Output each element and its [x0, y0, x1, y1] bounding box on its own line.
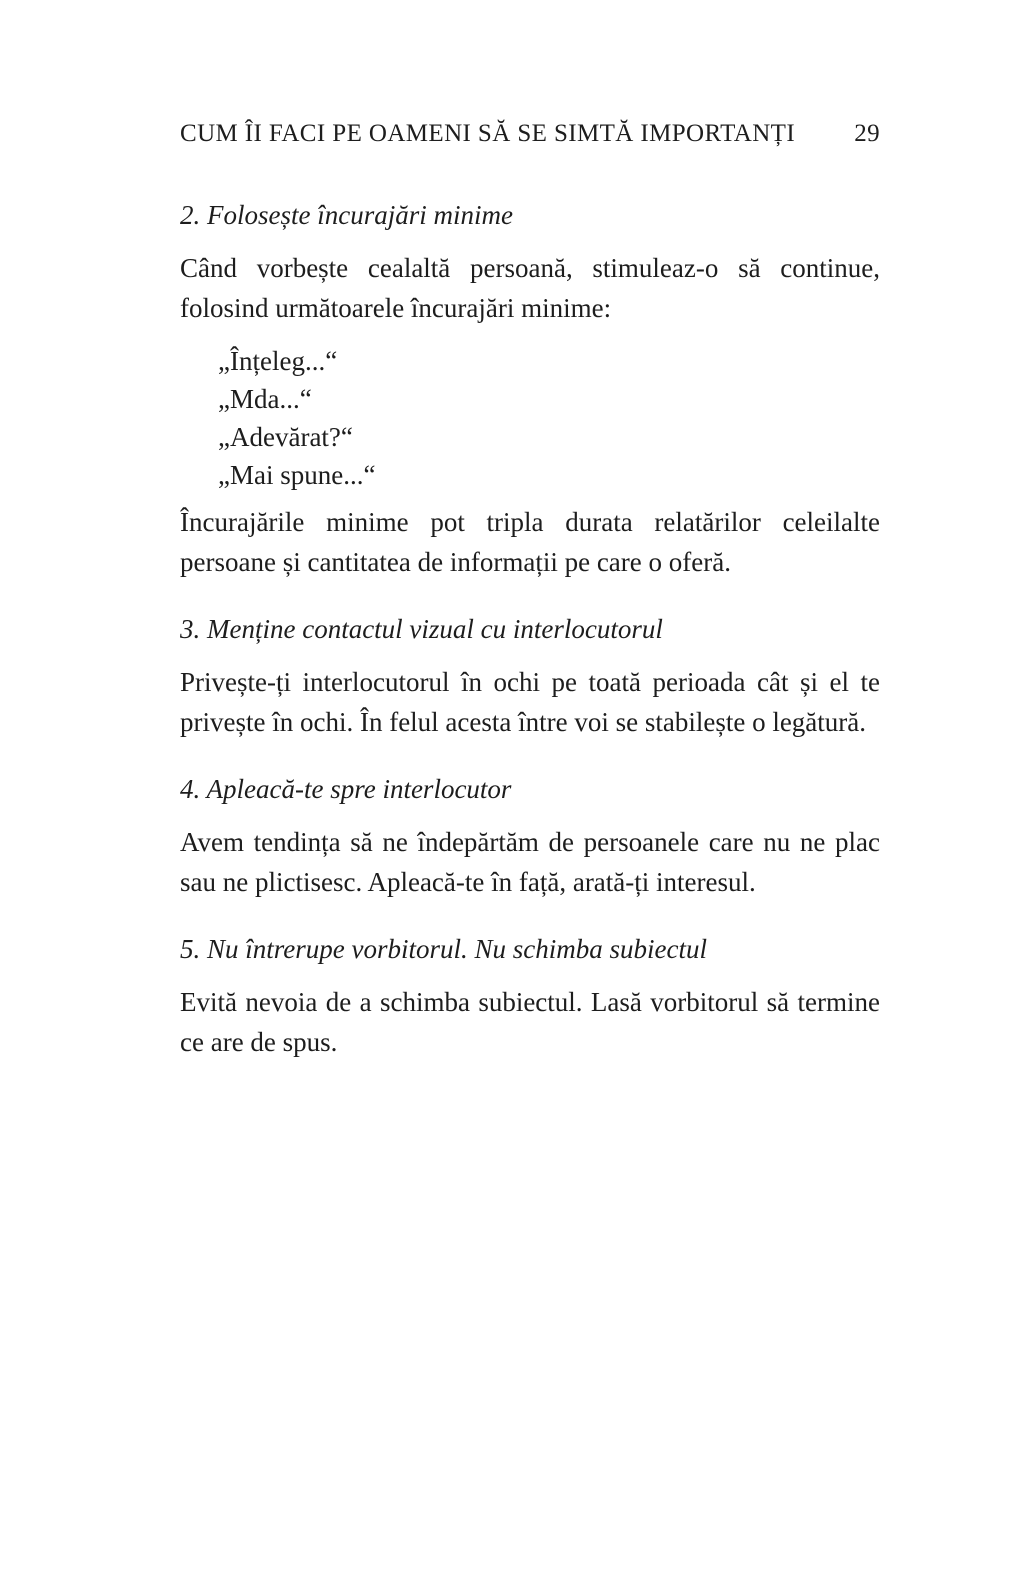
- quote-item: „Adevărat?“: [218, 422, 353, 452]
- minimal-encouragers-list: [180, 342, 880, 494]
- section-3-paragraph: Privește-ți interlocutorul în ochi pe toată perioada cât și el te privește în ochi. În felul acesta între voi se stabilește o legătură.: [180, 667, 880, 737]
- page-content: [180, 118, 880, 1070]
- page-number: 29: [854, 120, 880, 147]
- section-4-paragraph: Avem tendința să ne îndepărtăm de persoanele care nu ne plac sau ne plictisesc. Apleacă-te în față, arată-ți interesul.: [180, 827, 880, 897]
- section-2-intro-paragraph: Când vorbește cealaltă persoană, stimuleaz-o să continue, folosind următoarele încurajări minime:: [180, 253, 880, 323]
- quote-item: „Mda...“: [218, 384, 312, 414]
- page-header: [180, 118, 880, 150]
- section-2-heading: 2. Folosește încurajări minime: [180, 200, 513, 230]
- section-4-heading: 4. Apleacă-te spre interlocutor: [180, 774, 512, 804]
- quote-item: „Mai spune...“: [218, 460, 376, 490]
- section-5-heading: 5. Nu întrerupe vorbitorul. Nu schimba subiectul: [180, 934, 707, 964]
- section-5-paragraph: Evită nevoia de a schimba subiectul. Lasă vorbitorul să termine ce are de spus.: [180, 987, 880, 1057]
- section-2-outro-paragraph: Încurajările minime pot tripla durata relatărilor celeilalte persoane și cantitatea de informații pe care o oferă.: [180, 507, 880, 577]
- quote-item: „Înțeleg...“: [218, 346, 338, 376]
- section-3-heading: 3. Menține contactul vizual cu interlocutorul: [180, 614, 663, 644]
- running-head-chapter-title: CUM ÎI FACI PE OAMENI SĂ SE SIMTĂ IMPORTANȚI: [180, 120, 796, 147]
